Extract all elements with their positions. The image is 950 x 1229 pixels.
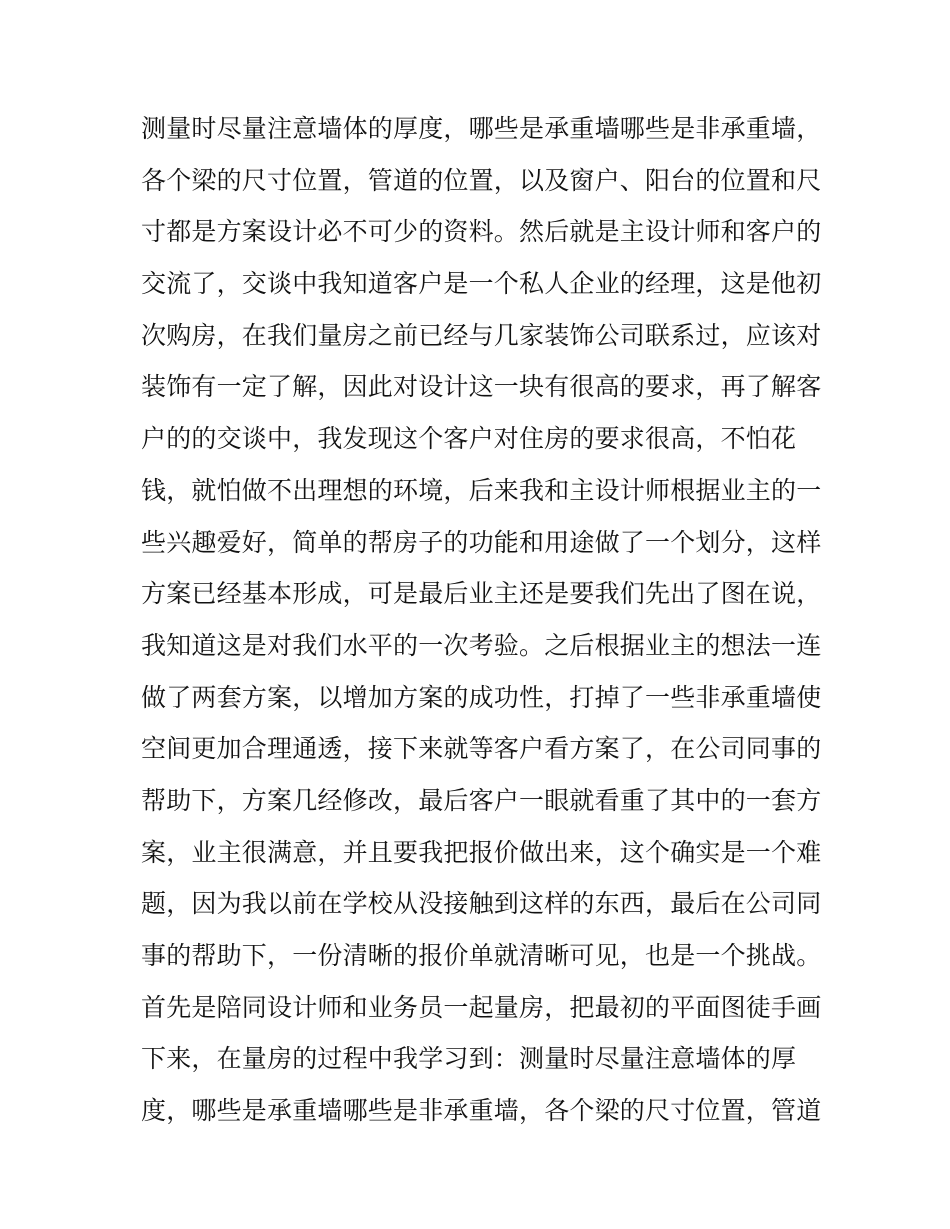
text-line: 案，业主很满意，并且要我把报价做出来，这个确实是一个难 [141, 837, 821, 867]
text-line: 各个梁的尺寸位置，管道的位置，以及窗户、阳台的位置和尺 [141, 165, 821, 195]
text-line: 测量时尽量注意墙体的厚度，哪些是承重墙哪些是非承重墙， [141, 114, 821, 143]
text-line: 装饰有一定了解，因此对设计这一块有很高的要求，再了解客 [141, 372, 821, 402]
text-line: 首先是陪同设计师和业务员一起量房，把最初的平面图徒手画 [141, 992, 821, 1022]
text-line: 些兴趣爱好，简单的帮房子的功能和用途做了一个划分，这样 [141, 527, 821, 557]
text-line: 交流了，交谈中我知道客户是一个私人企业的经理，这是他初 [141, 269, 821, 299]
text-line: 钱，就怕做不出理想的环境，后来我和主设计师根据业主的一 [141, 475, 821, 505]
text-line: 下来，在量房的过程中我学习到：测量时尽量注意墙体的厚 [141, 1044, 797, 1074]
text-line: 次购房，在我们量房之前已经与几家装饰公司联系过，应该对 [141, 320, 821, 350]
text-line: 度，哪些是承重墙哪些是非承重墙，各个梁的尺寸位置，管道 [141, 1096, 821, 1126]
text-line: 户的的交谈中，我发现这个客户对住房的要求很高，不怕花 [141, 424, 797, 454]
body-text [141, 103, 821, 1137]
text-line: 事的帮助下，一份清晰的报价单就清晰可见，也是一个挑战。 [141, 941, 821, 970]
text-line: 我知道这是对我们水平的一次考验。之后根据业主的想法一连 [141, 630, 821, 660]
text-line: 寸都是方案设计必不可少的资料。然后就是主设计师和客户的 [141, 217, 821, 247]
text-line: 帮助下，方案几经修改，最后客户一眼就看重了其中的一套方 [141, 785, 821, 815]
text-line: 做了两套方案，以增加方案的成功性，打掉了一些非承重墙使 [141, 682, 821, 712]
text-line: 方案已经基本形成，可是最后业主还是要我们先出了图在说， [141, 579, 821, 609]
text-line: 题，因为我以前在学校从没接触到这样的东西，最后在公司同 [141, 889, 821, 919]
text-line: 空间更加合理通透，接下来就等客户看方案了，在公司同事的 [141, 734, 821, 764]
